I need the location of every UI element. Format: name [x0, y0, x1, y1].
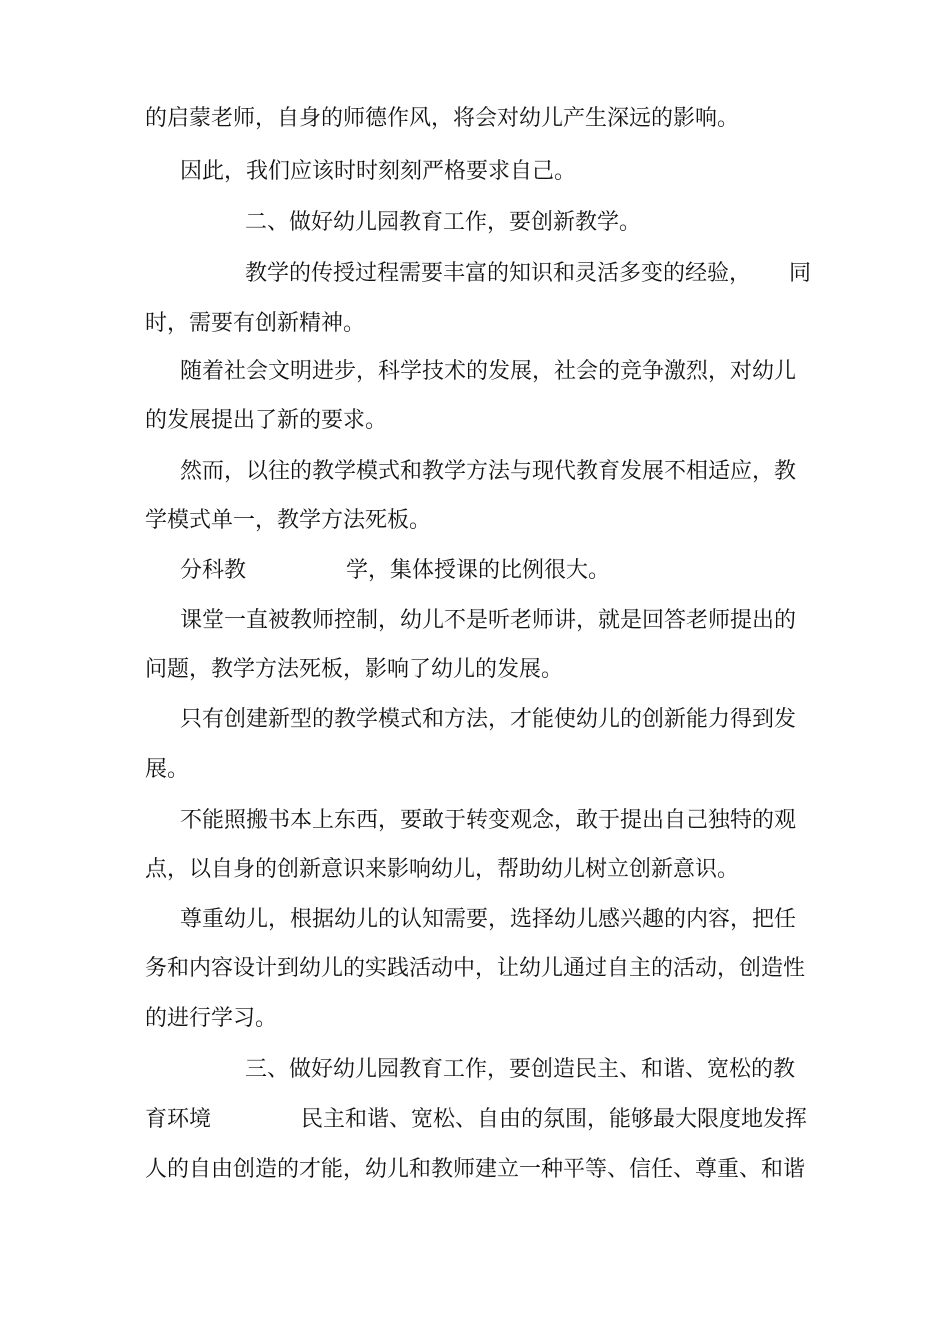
line-text: 教学的传授过程需要丰富的知识和灵活多变的经验，: [245, 261, 752, 286]
line-text: 学模式单一，教学方法死板。: [145, 508, 432, 533]
paragraph-line: [145, 506, 825, 536]
line-text: 民主和谐、宽松、自由的氛围，能够最大限度地发挥: [301, 1107, 808, 1132]
paragraph-line: [180, 357, 860, 387]
paragraph-line: [145, 1155, 825, 1185]
line-text: 课堂一直被教师控制，幼儿不是听老师讲，就是回答老师提出的: [180, 608, 797, 633]
line-text: 因此，我们应该时时刻刻严格要求自己。: [180, 159, 577, 184]
paragraph-line: [145, 755, 825, 785]
paragraph-line: [145, 104, 825, 134]
line-text: 然而，以往的教学模式和教学方法与现代教育发展不相适应，教: [180, 459, 797, 484]
paragraph-line: [180, 705, 860, 735]
paragraph-line: [180, 157, 860, 187]
line-text: 问题，教学方法死板，影响了幼儿的发展。: [145, 657, 564, 682]
paragraph-line: [145, 406, 825, 436]
line-text: 尊重幼儿，根据幼儿的认知需要，选择幼儿感兴趣的内容，把任: [180, 907, 797, 932]
line-text: 务和内容设计到幼儿的实践活动中，让幼儿通过自主的活动，创造性: [145, 956, 806, 981]
paragraph-line: [145, 309, 825, 339]
line-text: 时，需要有创新精神。: [145, 311, 366, 336]
paragraph-line: [180, 606, 860, 636]
line-text: 的启蒙老师，自身的师德作风，将会对幼儿产生深远的影响。: [145, 106, 740, 131]
line-text: 学，集体授课的比例很大。: [346, 558, 611, 583]
paragraph-line: [180, 556, 860, 586]
line-text: 随着社会文明进步，科学技术的发展，社会的竞争激烈，对幼儿: [180, 359, 797, 384]
paragraph-line: [145, 1105, 825, 1135]
line-text: 只有创建新型的教学模式和方法，才能使幼儿的创新能力得到发: [180, 707, 797, 732]
paragraph-line: [245, 259, 925, 289]
line-text: 的发展提出了新的要求。: [145, 408, 388, 433]
heading-text: 二、做好幼儿园教育工作，要创新教学。: [245, 210, 642, 235]
line-text: 的进行学习。: [145, 1006, 278, 1031]
paragraph-line: [145, 1004, 825, 1034]
paragraph-line: [180, 806, 860, 836]
heading-text: 育环境: [145, 1107, 212, 1132]
section-heading: [245, 1055, 925, 1085]
line-text: 点，以自身的创新意识来影响幼儿，帮助幼儿树立创新意识。: [145, 857, 740, 882]
paragraph-line: [145, 655, 825, 685]
line-text: 分科教: [180, 558, 247, 583]
line-text: 人的自由创造的才能，幼儿和教师建立一种平等、信任、尊重、和谐: [145, 1157, 806, 1182]
line-text: 同: [789, 261, 812, 286]
paragraph-line: [180, 905, 860, 935]
paragraph-line: [145, 954, 825, 984]
section-heading: [245, 208, 925, 238]
line-text: 展。: [145, 757, 190, 782]
heading-text: 三、做好幼儿园教育工作，要创造民主、和谐、宽松的教: [245, 1057, 796, 1082]
line-text: 不能照搬书本上东西，要敢于转变观念，敢于提出自己独特的观: [180, 808, 797, 833]
paragraph-line: [145, 855, 825, 885]
paragraph-line: [180, 457, 860, 487]
